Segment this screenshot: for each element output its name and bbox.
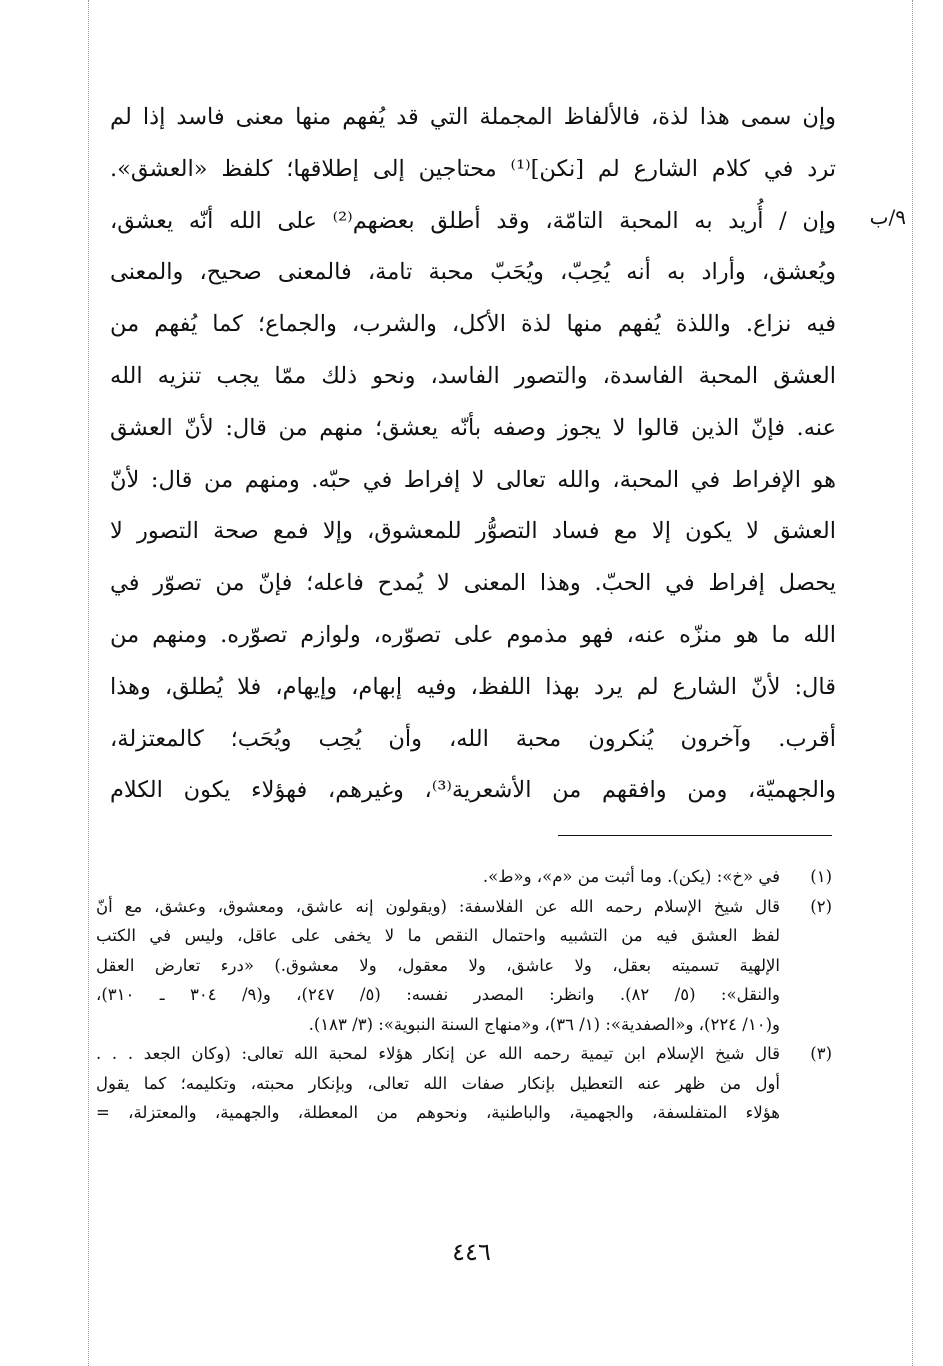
footnote-line: الإلهية تسميته بعقل، ولا عاشق، ولا معقول، ولا معشوق.) «درء تعارض العقل	[96, 955, 780, 975]
main-body-text	[110, 92, 836, 817]
footnote-line: و(١٠/ ٢٢٤)، و«الصفدية»: (١/ ٣٦)، و«منهاج السنة النبوية»: (٣/ ١٨٣).	[308, 1014, 780, 1034]
body-line: أقرب. وآخرون يُنكرون محبة الله، وأن يُحِب ويُحَب؛ كالمعتزلة،	[110, 725, 836, 752]
footnote-number: (١)	[810, 867, 832, 886]
body-line: العشق لا يكون إلا مع فساد التصوُّر للمعشوق، وإلا فمع صحة التصور لا	[110, 518, 836, 545]
footnote-separator	[558, 835, 832, 836]
right-scan-edge	[912, 0, 913, 1366]
footnotes	[96, 862, 832, 1128]
footnote-line: قال شيخ الإسلام رحمه الله عن الفلاسفة: (ويقولون إنه عاشق، ومعشوق، وعشق، مع أنّ	[96, 896, 780, 916]
footnote-line: في «خ»: (يكن). وما أثبت من «م»، و«ط».	[482, 867, 780, 886]
footnote-1	[96, 862, 832, 892]
body-line: وإن سمى هذا لذة، فالألفاظ المجملة التي قد يُفهم منها معنى فاسد إذا لم	[110, 104, 836, 130]
footnote-2	[96, 892, 832, 1040]
body-line: وإن / أُريد به المحبة التامّة، وقد أطلق بعضهم⁽²⁾ على الله أنّه يعشق،	[110, 207, 836, 234]
page-number: ٤٤٦	[452, 1238, 491, 1266]
footnote-line: هؤلاء المتفلسفة، والجهمية، والباطنية، ونحوهم من المعطلة، والجهمية، والمعتزلة، =	[96, 1103, 780, 1122]
footnote-line: أول من ظهر عنه التعطيل بإنكار صفات الله تعالى، وبإنكار محبته، وتكليمه؛ كما يقول	[96, 1073, 780, 1093]
body-line: العشق المحبة الفاسدة، والتصور الفاسد، ونحو ذلك ممّا يجب تنزيه الله	[110, 362, 836, 389]
body-line: ويُعشق، وأراد به أنه يُحِبّ، ويُحَبّ محبة تامة، فالمعنى صحيح، والمعنى	[110, 259, 836, 286]
footnote-3	[96, 1039, 832, 1128]
footnote-number: (٢)	[810, 896, 832, 916]
body-line: قال: لأنّ الشارع لم يرد بهذا اللفظ، وفيه إبهام، وإيهام، فلا يُطلق، وهذا	[110, 673, 836, 700]
body-line: فيه نزاع. واللذة يُفهم منها لذة الأكل، والشرب، والجماع؛ كما يُفهم من	[110, 311, 836, 338]
margin-folio-note: ٩/ب	[869, 205, 906, 229]
footnote-line: لفظ العشق فيه من التشبيه واحتمال النقص ما لا يخفى على عاقل، وليس في الكتب	[96, 926, 780, 945]
footnote-number: (٣)	[810, 1044, 832, 1063]
body-line: الله ما هو منزّه عنه، فهو مذموم على تصوّره، ولوازم تصوّره. ومنهم من	[110, 621, 836, 648]
body-line: عنه. فإنّ الذين قالوا لا يجوز وصفه بأنّه يعشق؛ منهم من قال: لأنّ العشق	[110, 414, 836, 441]
footnote-line: والنقل»: (٥/ ٨٢). وانظر: المصدر نفسه: (٥/ ٢٤٧)، و(٩/ ٣٠٤ ـ ٣١٠)،	[96, 985, 780, 1004]
body-line: هو الإفراط في المحبة، والله تعالى لا إفراط في حبّه. ومنهم من قال: لأنّ	[110, 466, 836, 493]
left-scan-edge	[88, 0, 89, 1366]
body-line: ترد في كلام الشارع لم [نكن]⁽¹⁾ محتاجين إلى إطلاقها؛ كلفظ «العشق».	[110, 155, 836, 182]
footnote-line: قال شيخ الإسلام ابن تيمية رحمه الله عن إنكار هؤلاء لمحبة الله تعالى: (وكان الجعد . . .	[96, 1044, 780, 1063]
body-line: يحصل إفراط في الحبّ. وهذا المعنى لا يُمدح فاعله؛ فإنّ من تصوّر في	[110, 570, 836, 597]
body-line: والجهميّة، ومن وافقهم من الأشعرية⁽³⁾، وغيرهم، فهؤلاء يكون الكلام	[110, 777, 836, 804]
